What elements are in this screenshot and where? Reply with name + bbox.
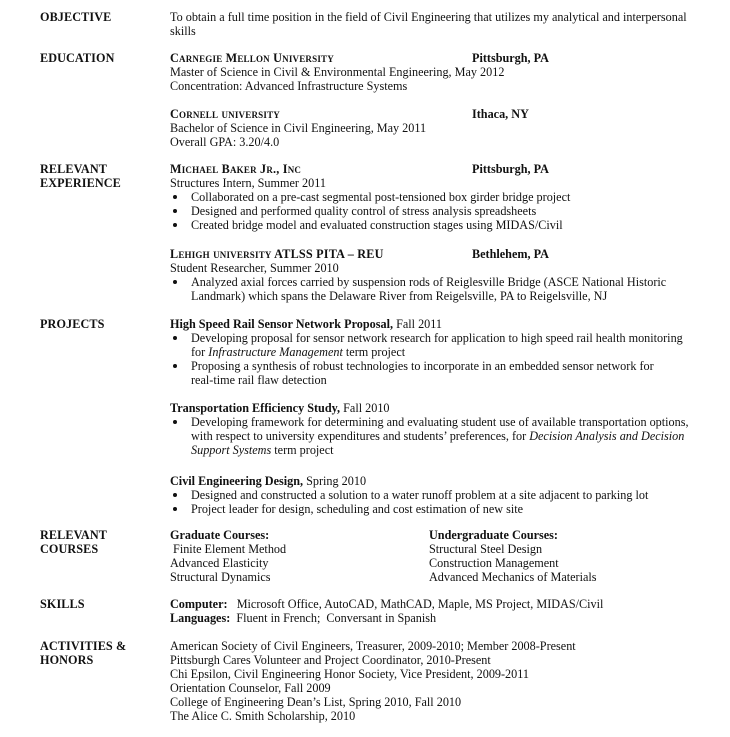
project-rail [170, 317, 710, 387]
activities-list [170, 639, 710, 723]
project-title: Transportation Efficiency Study, [170, 401, 341, 415]
degree-detail: Concentration: Advanced Infrastructure Systems [170, 79, 408, 93]
education-heading: EDUCATION [40, 51, 115, 65]
degree: Bachelor of Science in Civil Engineering, May 2011 [170, 121, 427, 135]
project-bullet: Designed and constructed a solution to a water runoff problem at a site adjacent to parking lot [170, 488, 710, 502]
activity-item: Orientation Counselor, Fall 2009 [170, 681, 331, 695]
school-name: Carnegie Mellon University [170, 51, 334, 65]
experience-heading-line1: RELEVANT [40, 162, 107, 176]
course-name: Decision Analysis and Decision [529, 429, 685, 443]
skills-content [170, 597, 710, 625]
school-location: Ithaca, NY [472, 107, 529, 121]
degree: Master of Science in Civil & Environmental Engineering, May 2012 [170, 65, 505, 79]
job-bullet: Collaborated on a pre-cast segmental post-tensioned box girder bridge project [170, 190, 710, 204]
job-lehigh [170, 247, 710, 303]
project-design [170, 474, 710, 516]
job-role: Student Researcher, Summer 2010 [170, 261, 339, 275]
project-date: Fall 2010 [340, 401, 390, 415]
projects-heading: PROJECTS [40, 317, 105, 331]
skills-heading: SKILLS [40, 597, 85, 611]
project-date: Fall 2011 [393, 317, 442, 331]
education-entry-cmu [170, 51, 710, 93]
text-run: for [191, 345, 209, 359]
job-bullet-continuation: Landmark) which spans the Delaware River from Reigelsville, PA to Reigelsville, NJ [191, 289, 608, 303]
activity-item: College of Engineering Dean’s List, Spring 2010, Fall 2010 [170, 695, 462, 709]
undergrad-courses [429, 528, 597, 584]
courses-columns [170, 528, 710, 584]
course-item: Structural Dynamics [170, 570, 271, 584]
job-bullet: Analyzed axial forces carried by suspension rods of Reiglesville Bridge (ASCE National Historic [170, 275, 710, 289]
project-bullet-continuation [170, 429, 710, 443]
employer-location: Bethlehem, PA [472, 247, 549, 261]
project-date: Spring 2010 [303, 474, 367, 488]
activities-heading-line2: HONORS [40, 653, 94, 667]
employer-name: Lehigh university ATLSS PITA – REU [170, 247, 384, 261]
activity-item: Pittsburgh Cares Volunteer and Project Coordinator, 2010-Present [170, 653, 491, 667]
skills-value: Fluent in French; Conversant in Spanish [230, 611, 437, 625]
job-baker [170, 162, 710, 232]
job-bullet: Created bridge model and evaluated construction stages using MIDAS/Civil [170, 218, 710, 232]
degree-detail: Overall GPA: 3.20/4.0 [170, 135, 280, 149]
activity-item: Chi Epsilon, Civil Engineering Honor Society, Vice President, 2009-2011 [170, 667, 529, 681]
course-item: Finite Element Method [170, 542, 287, 556]
experience-heading-line2: EXPERIENCE [40, 176, 121, 190]
project-bullet-continuation [170, 443, 710, 457]
school-name: Cornell university [170, 107, 280, 121]
job-role: Structures Intern, Summer 2011 [170, 176, 326, 190]
skills-label: Languages: [170, 611, 231, 625]
course-item: Construction Management [429, 556, 559, 570]
courses-heading-line1: RELEVANT [40, 528, 107, 542]
activities-heading-line1: ACTIVITIES & [40, 639, 127, 653]
job-bullet: Designed and performed quality control of stress analysis spreadsheets [170, 204, 710, 218]
school-location: Pittsburgh, PA [472, 51, 549, 65]
activity-item: American Society of Civil Engineers, Treasurer, 2009-2010; Member 2008-Present [170, 639, 576, 653]
education-entry-cornell [170, 107, 710, 149]
employer-location: Pittsburgh, PA [472, 162, 549, 176]
graduate-courses-heading: Graduate Courses: [170, 528, 270, 542]
project-transport [170, 401, 710, 457]
course-item: Advanced Elasticity [170, 556, 269, 570]
employer-name: Michael Baker Jr., Inc [170, 162, 302, 176]
undergrad-courses-heading: Undergraduate Courses: [429, 528, 558, 542]
text-run: with respect to university expenditures and students’ preferences, for [191, 429, 530, 443]
project-bullet-continuation [170, 345, 710, 359]
course-name: Infrastructure Management [208, 345, 343, 359]
text-run: term project [271, 443, 334, 457]
project-bullet: Proposing a synthesis of robust technologies to incorporate in an embedded sensor network for [170, 359, 710, 373]
project-bullet-continuation: real-time rail flaw detection [191, 373, 327, 387]
project-bullet: Developing framework for determining and evaluating student use of available transportation options, [170, 415, 710, 429]
activity-item: The Alice C. Smith Scholarship, 2010 [170, 709, 356, 723]
course-item: Structural Steel Design [429, 542, 543, 556]
project-title: Civil Engineering Design, [170, 474, 304, 488]
skills-value: Microsoft Office, AutoCAD, MathCAD, Maple, MS Project, MIDAS/Civil [227, 597, 604, 611]
course-name: Support Systems [191, 443, 272, 457]
text-run: term project [342, 345, 406, 359]
objective-heading: OBJECTIVE [40, 10, 112, 24]
skills-label: Computer: [170, 597, 228, 611]
project-bullet: Project leader for design, scheduling and cost estimation of new site [170, 502, 710, 516]
objective-text: To obtain a full time position in the field of Civil Engineering that utilizes my analytical and interpersonal skills [170, 10, 687, 38]
course-item: Advanced Mechanics of Materials [429, 570, 597, 584]
project-title: High Speed Rail Sensor Network Proposal, [170, 317, 394, 331]
project-bullet: Developing proposal for sensor network research for application to high speed rail health monitoring [170, 331, 710, 345]
courses-heading-line2: COURSES [40, 542, 99, 556]
